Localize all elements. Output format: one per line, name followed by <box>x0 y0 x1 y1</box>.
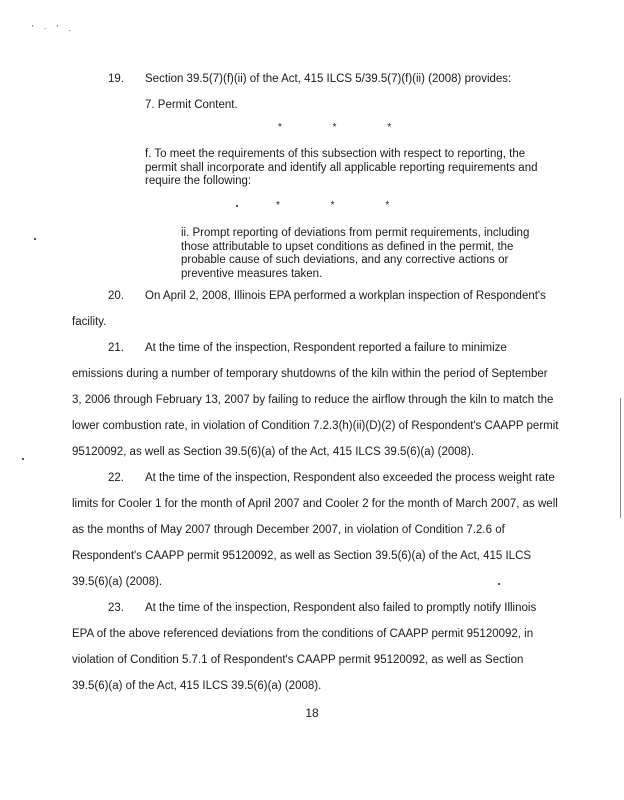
paragraph-21-line: 95120092, as well as Section 39.5(6)(a) of the Act, 415 ILCS 39.5(6)(a) (2008). <box>72 446 475 458</box>
paragraph-21-line: At the time of the inspection, Respondent reported a failure to minimize <box>145 342 507 354</box>
ellipsis-stars-1: * * * <box>278 122 416 133</box>
paragraph-21-line: emissions during a number of temporary shutdowns of the kiln within the period of September <box>72 368 548 380</box>
paragraph-22-line: At the time of the inspection, Respondent also exceeded the process weight rate <box>145 472 555 484</box>
paragraph-21-line: 3, 2006 through February 13, 2007 by failing to reduce the airflow through the kiln to match the <box>72 394 554 406</box>
paragraph-23-line: violation of Condition 5.7.1 of Respondent's CAAPP permit 95120092, as well as Section <box>72 654 524 666</box>
header-marks: ' · ' . <box>32 24 75 33</box>
quote-ii-line: probable cause of such deviations, and any corrective actions or <box>181 254 509 266</box>
scan-speck <box>498 583 500 585</box>
paragraph-21-line: lower combustion rate, in violation of Condition 7.2.3(h)(ii)(D)(2) of Respondent's CAAPP permit <box>72 420 559 432</box>
quote-ii-line: ii. Prompt reporting of deviations from permit requirements, including <box>181 227 530 239</box>
ellipsis-stars-2: * * * <box>276 200 414 211</box>
quote-ii-block <box>181 227 529 281</box>
paragraph-21-number: 21. <box>108 342 124 354</box>
paragraph-19-intro: Section 39.5(7)(f)(ii) of the Act, 415 ILCS 5/39.5(7)(f)(ii) (2008) provides: <box>145 73 512 85</box>
quote-f-line: require the following: <box>145 175 252 187</box>
quote-f-line: f. To meet the requirements of this subsection with respect to reporting, the <box>145 148 526 160</box>
paragraph-22-line: 39.5(6)(a) (2008). <box>72 576 163 588</box>
quote-ii-line: preventive measures taken. <box>181 267 323 280</box>
page-number: 18 <box>305 706 319 720</box>
paragraph-20-line: On April 2, 2008, Illinois EPA performed a workplan inspection of Respondent's <box>145 290 546 302</box>
paragraph-23-number: 23. <box>108 602 124 614</box>
scan-edge-mark <box>620 398 621 518</box>
paragraph-22-line: as the months of May 2007 through December 2007, in violation of Condition 7.2.6 of <box>72 524 505 536</box>
quote-f-block <box>145 148 538 189</box>
paragraph-23-line: At the time of the inspection, Respondent also failed to promptly notify Illinois <box>145 602 537 614</box>
paragraph-23-line: EPA of the above referenced deviations from the conditions of CAAPP permit 95120092, in <box>72 628 534 640</box>
paragraph-23-line: 39.5(6)(a) of the Act, 415 ILCS 39.5(6)(a) (2008). <box>72 680 322 692</box>
paragraph-19-number: 19. <box>108 73 124 85</box>
paragraph-22-line: Respondent's CAAPP permit 95120092, as well as Section 39.5(6)(a) of the Act, 415 ILCS <box>72 550 532 562</box>
paragraph-22-number: 22. <box>108 472 124 484</box>
paragraph-20-line: facility. <box>72 316 107 328</box>
scan-speck <box>236 205 238 207</box>
paragraph-20-number: 20. <box>108 290 124 302</box>
paragraph-19-heading: 7. Permit Content. <box>145 99 238 111</box>
quote-f-line: permit shall incorporate and identify all applicable reporting requirements and <box>145 161 538 174</box>
quote-ii-line: those attributable to upset conditions as defined in the permit, the <box>181 240 514 253</box>
scan-speck <box>34 238 36 240</box>
scan-speck <box>22 458 24 460</box>
paragraph-22-line: limits for Cooler 1 for the month of April 2007 and Cooler 2 for the month of March 2007, as well <box>72 498 558 510</box>
